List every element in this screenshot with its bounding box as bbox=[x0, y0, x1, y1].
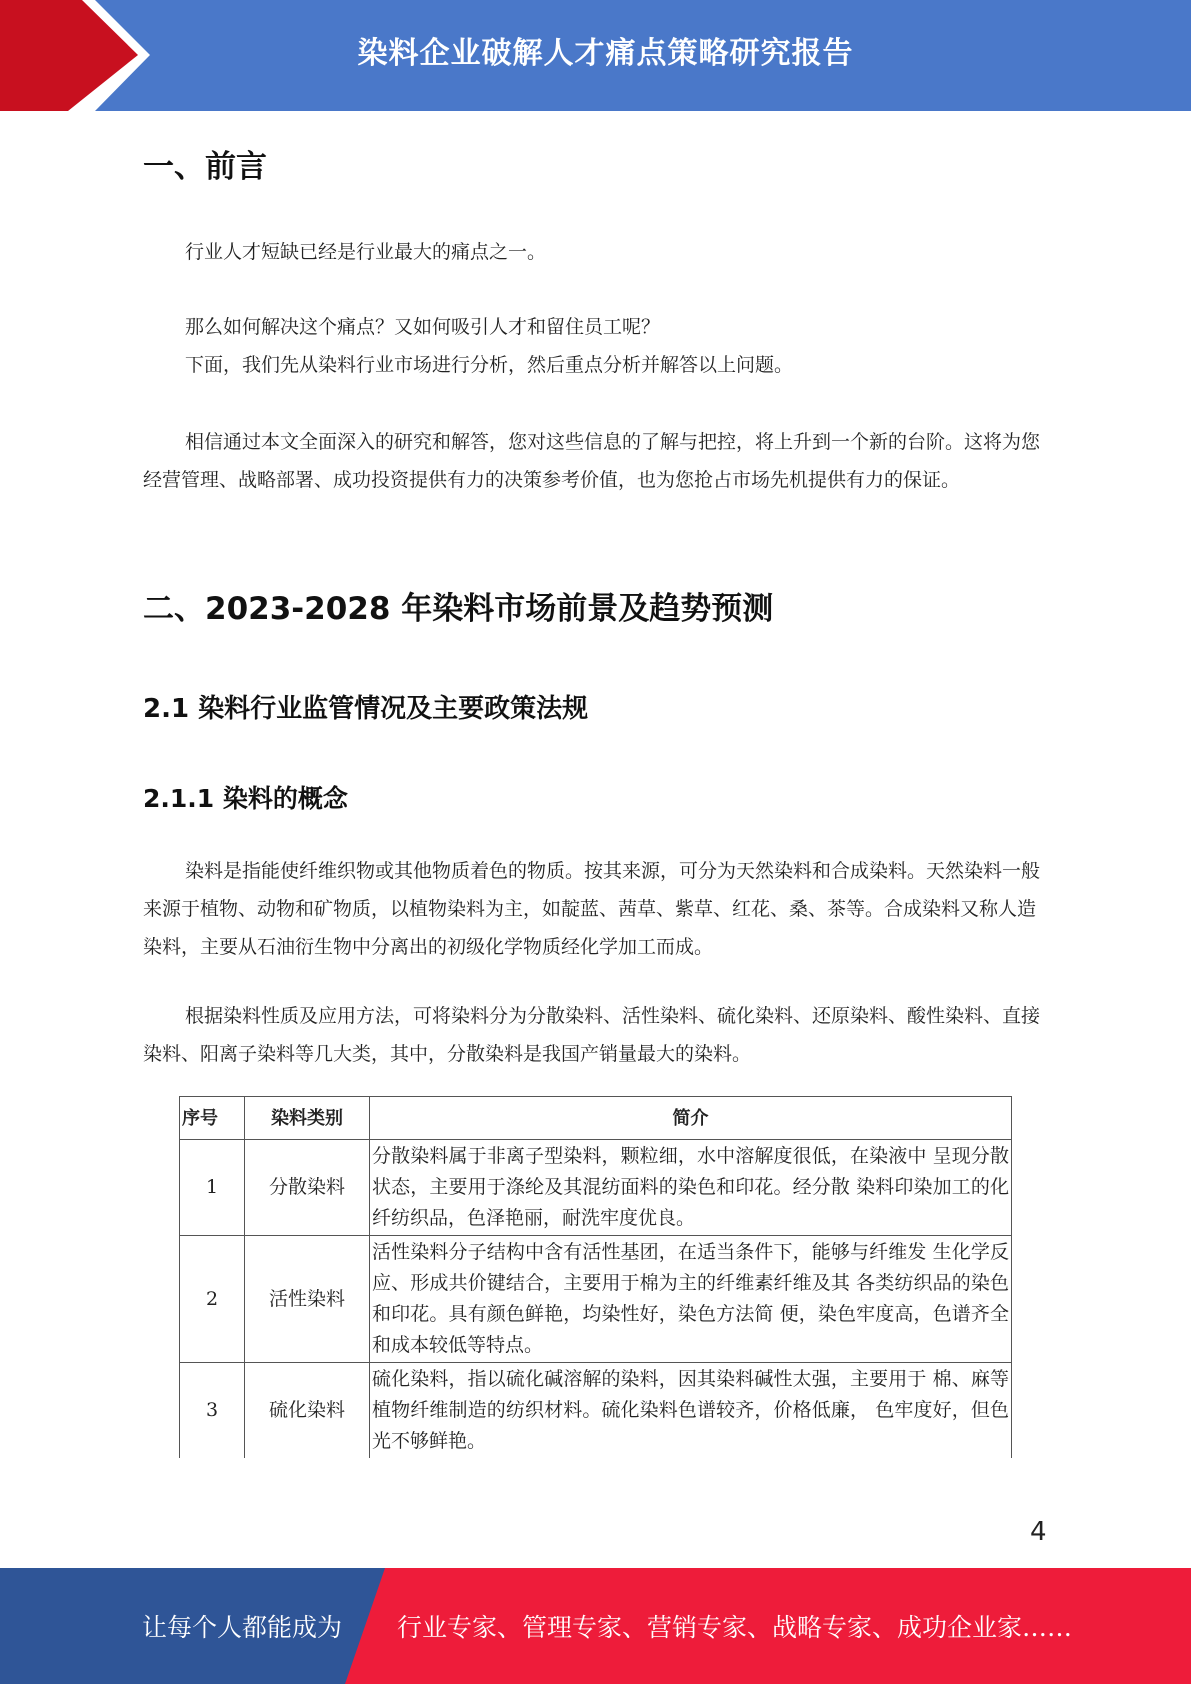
cell-number: 2 bbox=[180, 1236, 245, 1363]
section-heading-preface: 一、前言 bbox=[143, 149, 267, 185]
page-number: 4 bbox=[1030, 1517, 1047, 1547]
table-row bbox=[180, 1236, 1012, 1363]
paragraph: 相信通过本文全面深入的研究和解答，您对这些信息的了解与把控，将上升到一个新的台阶。这将为您经营管理、战略部署、成功投资提供有力的决策参考价值，也为您抢占市场先机提供有力的保证。 bbox=[143, 431, 1041, 491]
paragraph: 染料是指能使纤维织物或其他物质着色的物质。按其来源，可分为天然染料和合成染料。天然染料一般来源于植物、动物和矿物质，以植物染料为主，如靛蓝、茜草、紫草、红花、桑、茶等。合成染料又称人造染料，主要从石油衍生物中分离出的初级化学物质经化学加工而成。 bbox=[143, 860, 1041, 958]
table-row bbox=[180, 1363, 1012, 1459]
subsubsection-heading: 2.1.1 染料的概念 bbox=[143, 784, 348, 813]
table-header-row bbox=[180, 1097, 1012, 1140]
page-header bbox=[0, 0, 1191, 111]
header-title: 染料企业破解人才痛点策略研究报告 bbox=[357, 36, 854, 71]
cell-category: 分散染料 bbox=[245, 1140, 370, 1236]
section-heading-forecast: 二、2023-2028 年染料市场前景及趋势预测 bbox=[143, 591, 774, 627]
cell-number: 1 bbox=[180, 1140, 245, 1236]
cell-description: 分散染料属于非离子型染料，颗粒细，水中溶解度很低，在染液中 呈现分散状态，主要用于涤纶及其混纺面料的染色和印花。经分散 染料印染加工的化纤纺织品，色泽艳丽，耐洗牢度优良。 bbox=[370, 1140, 1012, 1236]
column-header-category: 染料类别 bbox=[245, 1097, 370, 1140]
cell-description: 硫化染料，指以硫化碱溶解的染料，因其染料碱性太强，主要用于 棉、麻等植物纤维制造的纺织材料。硫化染料色谱较齐，价格低廉， 色牢度好，但色光不够鲜艳。 bbox=[370, 1363, 1012, 1459]
footer-slogan-right: 行业专家、管理专家、营销专家、战略专家、成功企业家…… bbox=[397, 1613, 1073, 1642]
paragraph: 下面，我们先从染料行业市场进行分析，然后重点分析并解答以上问题。 bbox=[185, 354, 794, 376]
footer-slogan-left: 让每个人都能成为 bbox=[142, 1613, 343, 1642]
cell-category: 硫化染料 bbox=[245, 1363, 370, 1459]
dye-types-table bbox=[179, 1096, 1012, 1458]
column-header-description: 简介 bbox=[370, 1097, 1012, 1140]
page-footer bbox=[0, 1568, 1191, 1684]
paragraph: 根据染料性质及应用方法，可将染料分为分散染料、活性染料、硫化染料、还原染料、酸性染料、直接染料、阳离子染料等几大类，其中，分散染料是我国产销量最大的染料。 bbox=[143, 1005, 1041, 1065]
cell-number: 3 bbox=[180, 1363, 245, 1459]
paragraph: 那么如何解决这个痛点？又如何吸引人才和留住员工呢？ bbox=[185, 316, 661, 338]
cell-description: 活性染料分子结构中含有活性基团，在适当条件下，能够与纤维发 生化学反应、形成共价键结合，主要用于棉为主的纤维素纤维及其 各类纺织品的染色和印花。具有颜色鲜艳，均染性好，染色方法简 便，染色牢度高，色谱齐全和成本较低等特点。 bbox=[370, 1236, 1012, 1363]
subsection-heading: 2.1 染料行业监管情况及主要政策法规 bbox=[143, 694, 589, 724]
table-row bbox=[180, 1140, 1012, 1236]
cell-category: 活性染料 bbox=[245, 1236, 370, 1363]
column-header-number: 序号 bbox=[180, 1097, 245, 1140]
paragraph: 行业人才短缺已经是行业最大的痛点之一。 bbox=[185, 241, 547, 263]
